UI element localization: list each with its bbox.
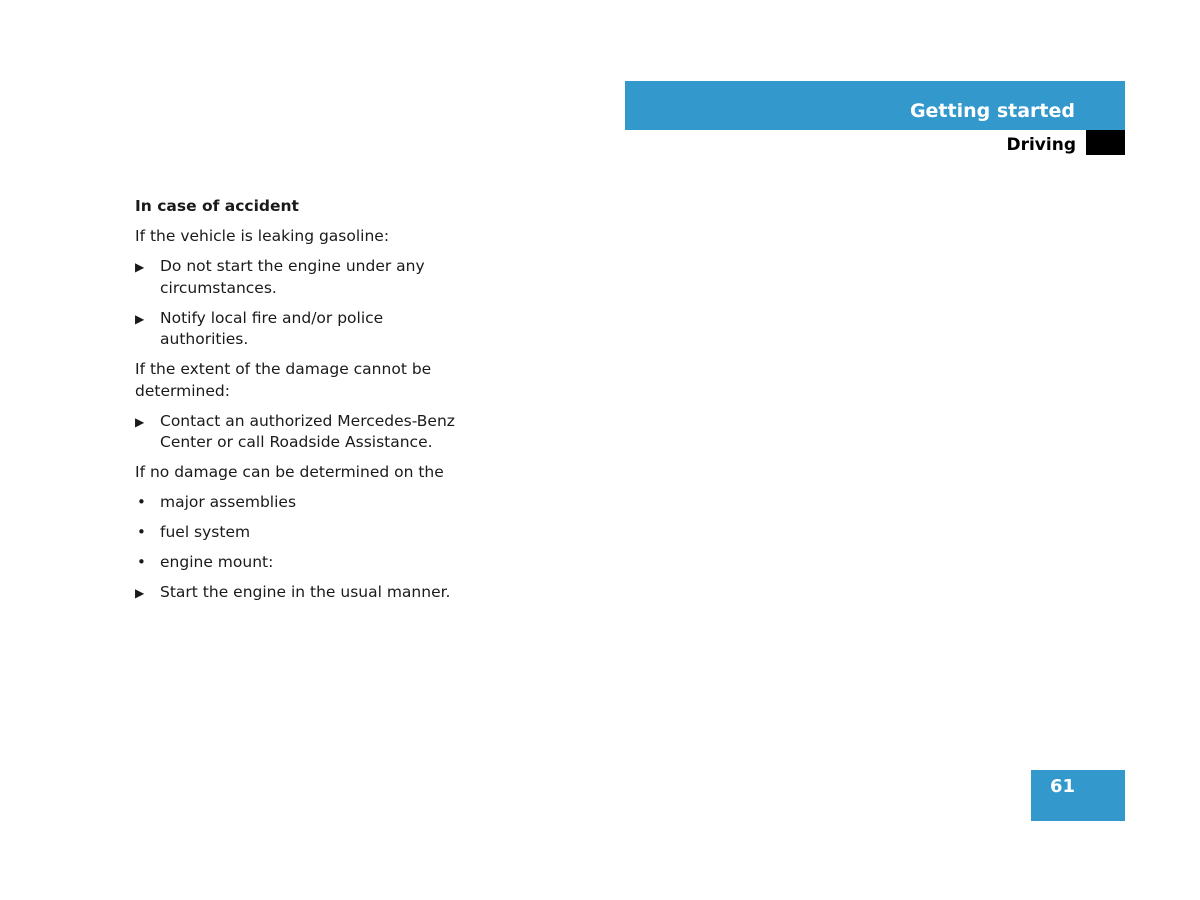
main-content: [135, 196, 455, 612]
triangle-right-icon: ▶: [135, 311, 145, 326]
section-heading: In case of accident: [135, 197, 299, 215]
intro-leak-paragraph: If the vehicle is leaking gasoline:: [135, 227, 390, 245]
step-item: [135, 308, 455, 351]
bullet-item: [135, 492, 455, 514]
bullet-text: major assemblies: [160, 493, 297, 511]
page-number: 61: [1050, 776, 1076, 797]
intro-no-damage-paragraph: If no damage can be determined on the: [135, 463, 444, 481]
section-title: Driving: [1006, 135, 1076, 155]
chapter-title: Getting started: [909, 100, 1075, 122]
step-item: [135, 256, 455, 299]
bullet-dot-icon: •: [137, 493, 146, 511]
bullet-text: engine mount:: [160, 553, 274, 571]
section-marker-block: [1086, 130, 1125, 155]
intro-extent-paragraph: If the extent of the damage cannot be determined:: [135, 360, 432, 400]
bullet-item: [135, 552, 455, 574]
step-item: [135, 582, 455, 604]
chapter-header-bar: [625, 81, 1125, 130]
bullet-dot-icon: •: [137, 553, 146, 571]
step-text: Do not start the engine under any circumstances.: [160, 257, 425, 297]
bullet-text: fuel system: [160, 523, 251, 541]
step-text: Notify local fire and/or police authorities.: [160, 308, 384, 348]
step-text: Contact an authorized Mercedes-Benz Center or call Roadside Assistance.: [160, 411, 455, 451]
triangle-right-icon: ▶: [135, 414, 145, 429]
page-number-box: [1031, 770, 1125, 821]
bullet-dot-icon: •: [137, 523, 146, 541]
step-text: Start the engine in the usual manner.: [160, 583, 451, 601]
bullet-item: [135, 522, 455, 544]
triangle-right-icon: ▶: [135, 586, 145, 600]
triangle-right-icon: ▶: [135, 260, 145, 274]
step-item: [135, 411, 455, 454]
